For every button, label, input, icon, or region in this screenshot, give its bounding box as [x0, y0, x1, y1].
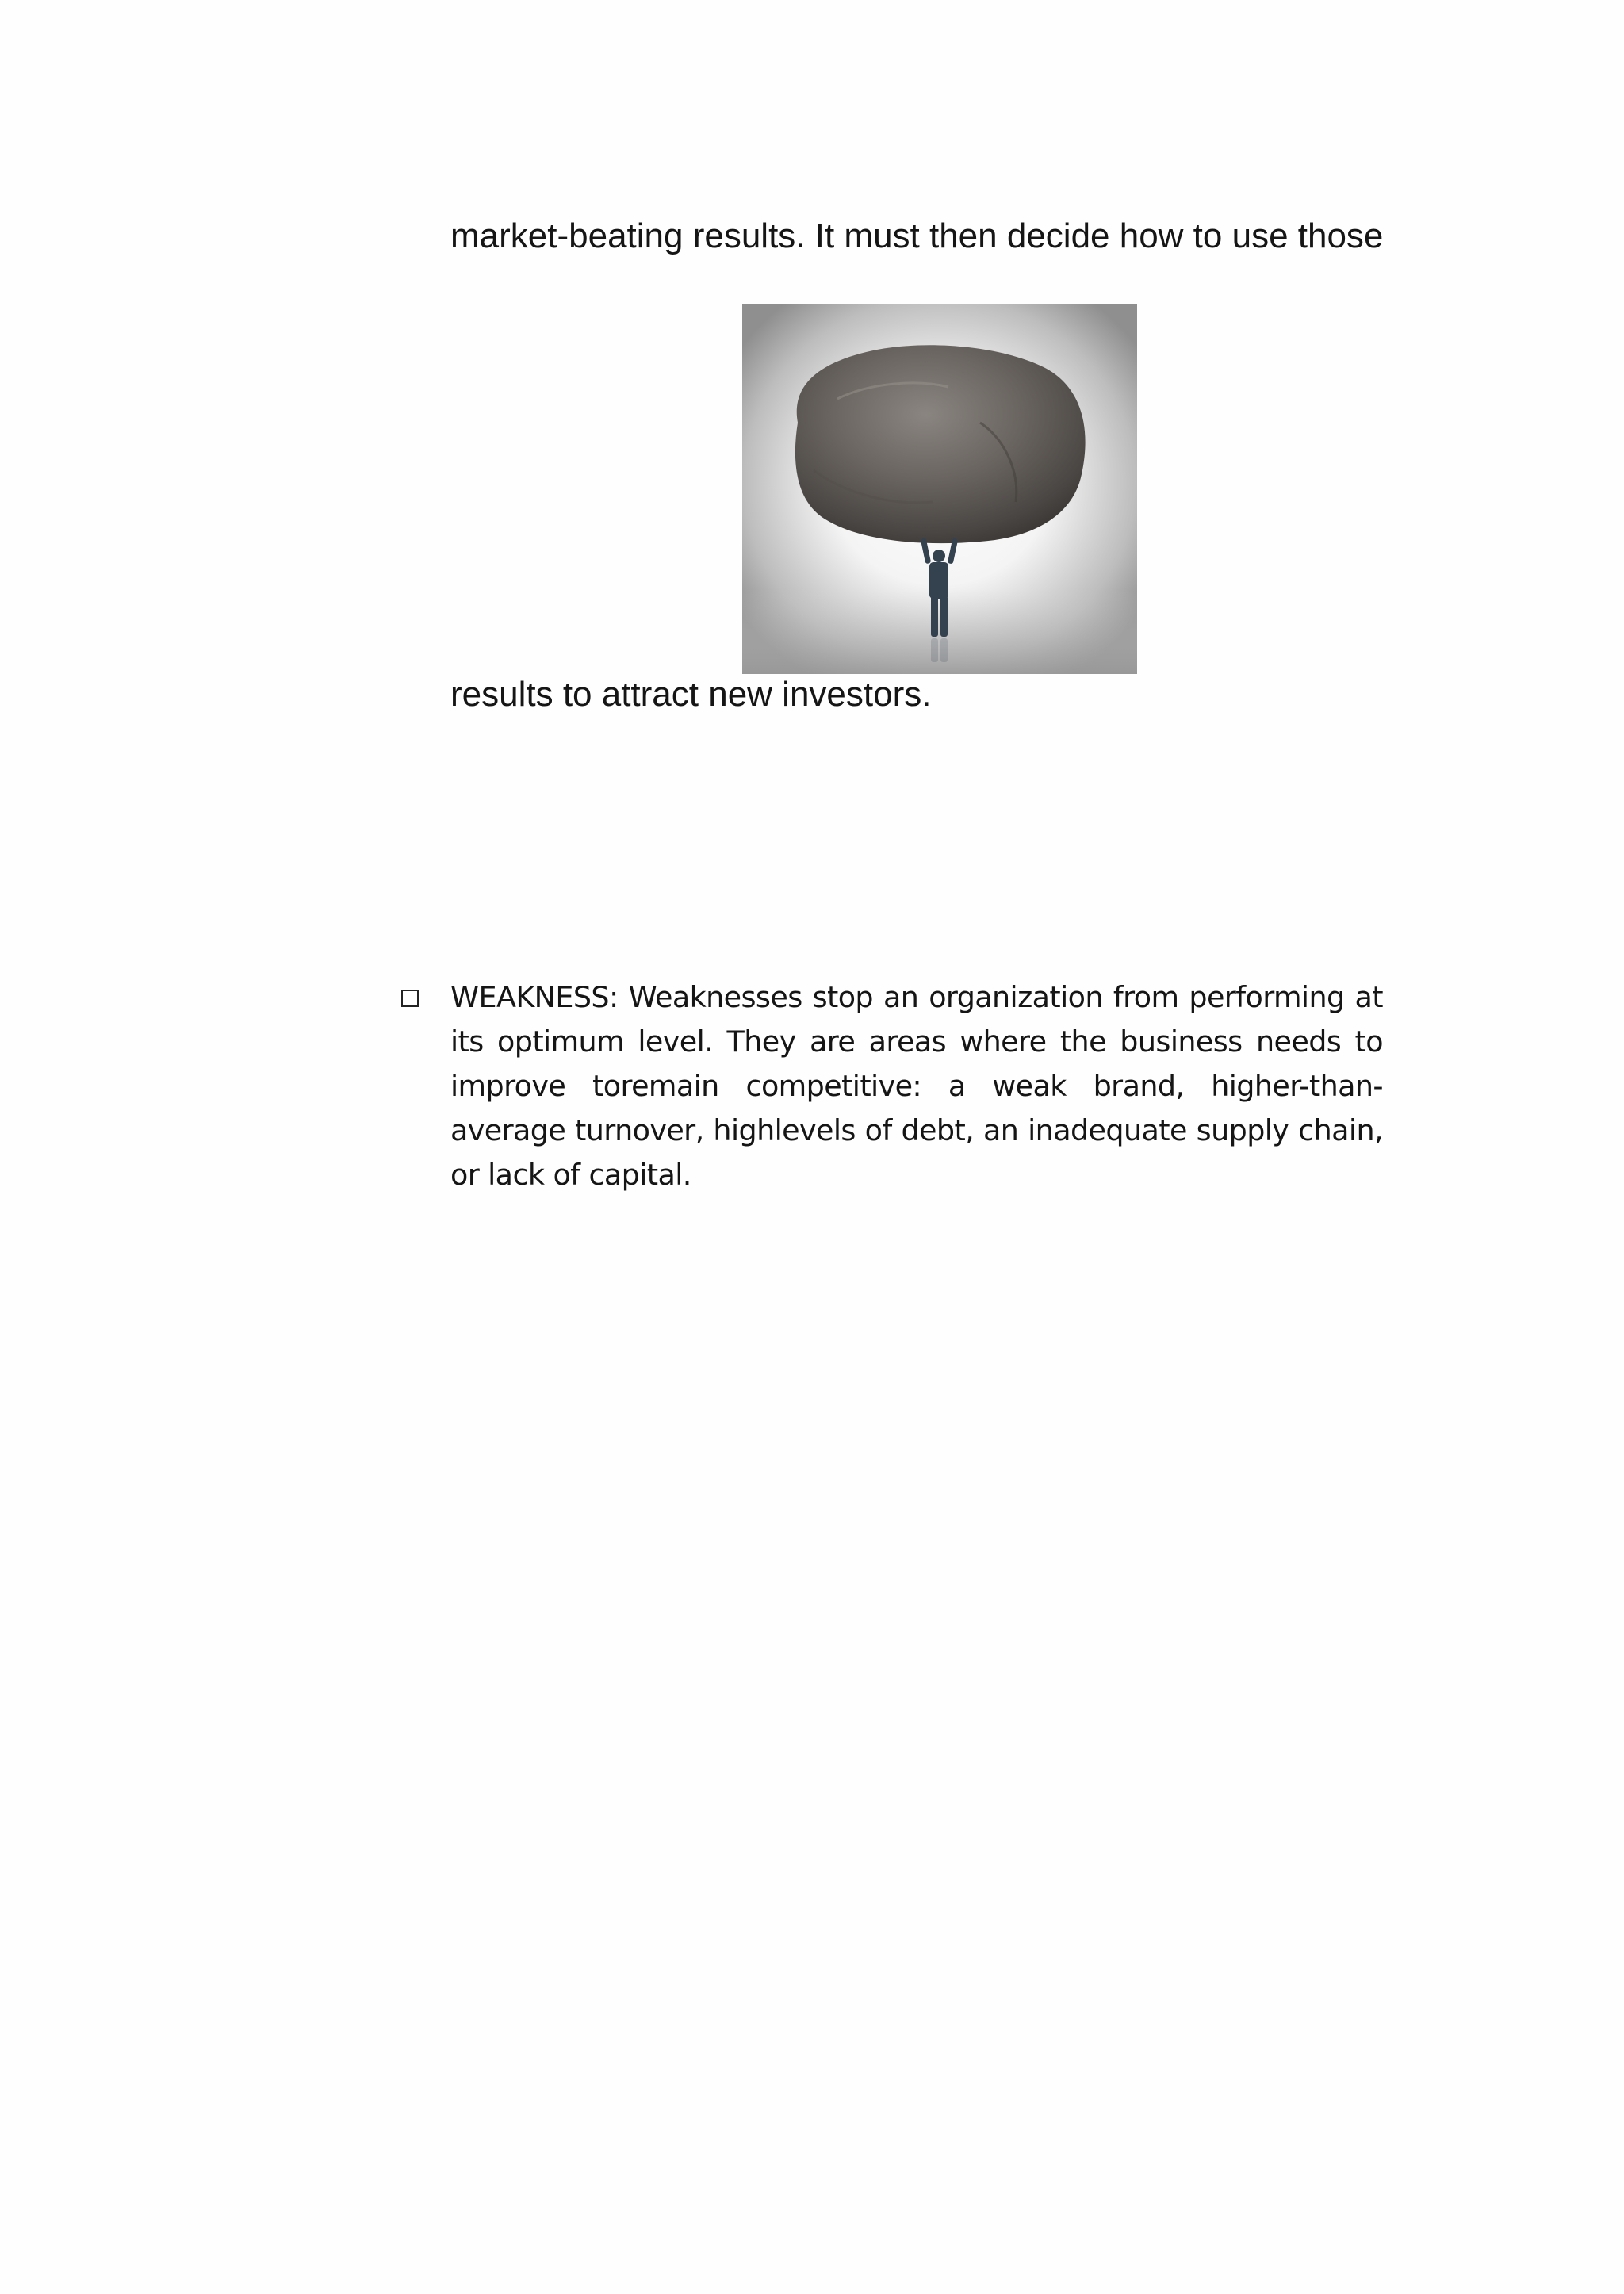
man-holding-boulder-image — [742, 304, 1137, 674]
paragraph-text-top: market-beating results. It must then decide how to use those — [450, 216, 1384, 255]
bullet-text-weakness: WEAKNESS: Weaknesses stop an organization from performing at its optimum level. They are areas where the business needs to improve toremain competitive: a weak brand, higher-than-average turnover, highlevels of debt, an inadequate supply chain, or lack of capital. — [450, 980, 1383, 1192]
paragraph-text-bottom: results to attract new investors. — [450, 675, 932, 714]
hollow-square-bullet-icon — [401, 990, 419, 1007]
